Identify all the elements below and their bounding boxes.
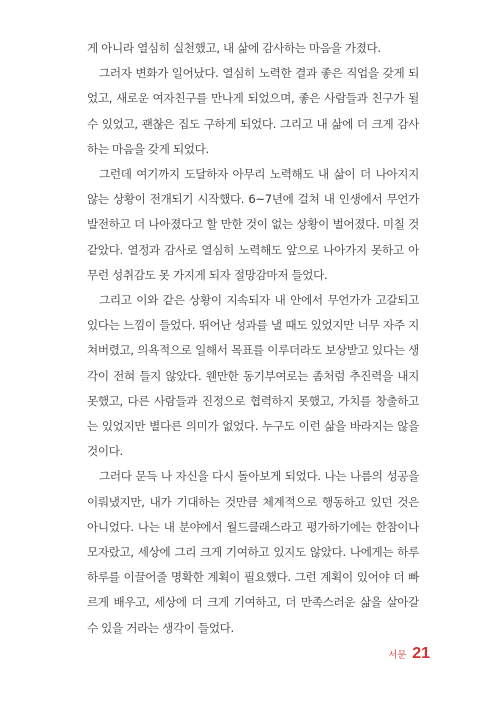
paragraph-continuation: 게 아니라 열심히 실천했고, 내 삶에 감사하는 마음을 가졌다. (87, 41, 381, 55)
body-text (87, 36, 419, 641)
page-number: 21 (412, 645, 430, 662)
paragraph: 그리고 이와 같은 상황이 지속되자 내 안에서 무언가가 고갈되고 있다는 느낌이 들었다. 뛰어난 성과를 낼 때도 있었지만 너무 자주 지쳐버렸고, 의욕적으로 일해서 목표를 이루더라도 보상받고 있다는 생각이 전혀 들지 않았다. 웬만한 동기부여로는 좀처럼 추진력을 내지 못했고, 다른 사람들과 진정으로 협력하지 못했고, 가치를 창출하고는 있었지만 별다른 의미가 없었다. 누구도 이런 삶을 바라지는 않을 것이다. (87, 293, 419, 459)
paragraph: 그런데 여기까지 도달하자 아무리 노력해도 내 삶이 더 나아지지 않는 상황이 전개되기 시작했다. 6~7년에 걸쳐 내 인생에서 무언가 발전하고 더 나아졌다고 할 만한 것이 없는 상황이 벌어졌다. 미칠 것 같았다. 열정과 감사로 열심히 노력해도 앞으로 나아가지 못하고 아무런 성취감도 못 가지게 되자 절망감마저 들었다. (87, 167, 419, 282)
section-label: 서문 (388, 650, 407, 661)
paragraph: 그러다 문득 나 자신을 다시 돌아보게 되었다. 나는 나름의 성공을 이뤄냈지만, 내가 기대하는 것만큼 체계적으로 행동하고 있던 것은 아니었다. 나는 내 분야에서 월드클래스라고 평가하기에는 한참이나 모자랐고, 세상에 그리 크게 기여하고 있지도 않았다. 나에게는 하루하루를 이끌어줄 명확한 계획이 필요했다. 그런 계획이 있어야 더 빠르게 배우고, 세상에 더 크게 기여하고, 더 만족스러운 삶을 살아갈 수 있을 거라는 생각이 들었다. (87, 469, 419, 635)
page-footer (388, 645, 430, 663)
paragraph: 그러자 변화가 일어났다. 열심히 노력한 결과 좋은 직업을 갖게 되었고, 새로운 여자친구를 만나게 되었으며, 좋은 사람들과 친구가 될 수 있었고, 괜찮은 집도 구하게 되었다. 그리고 내 삶에 더 크게 감사하는 마음을 갖게 되었다. (87, 66, 419, 156)
